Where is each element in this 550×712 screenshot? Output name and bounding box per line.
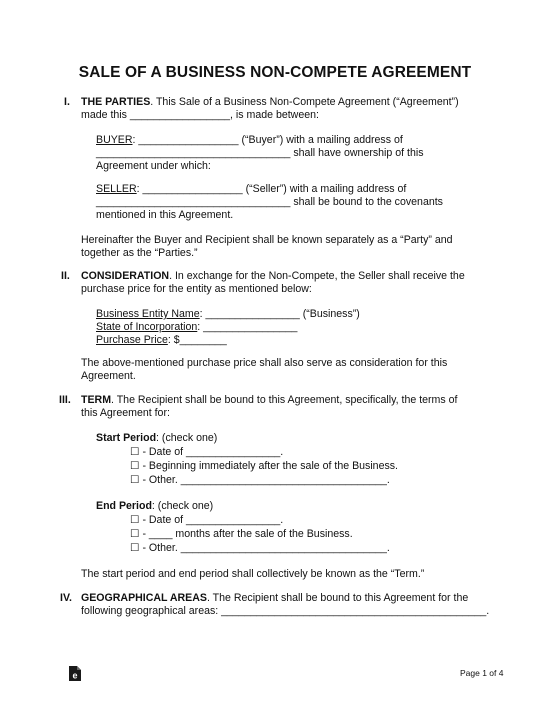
- section-3-intro: . The Recipient shall be bound to this Agreement, specifically, the terms of: [111, 394, 458, 406]
- section-3-after-line: The start period and end period shall collectively be known as the “Term.”: [81, 568, 425, 580]
- section-2-number: II.: [61, 270, 70, 282]
- buyer-label: BUYER: [96, 134, 133, 146]
- seller-label: SELLER: [96, 183, 137, 195]
- end-option-date[interactable]: ☐ - Date of ________________.: [130, 514, 284, 526]
- section-2-intro: . In exchange for the Non-Compete, the Seller shall receive the: [169, 270, 465, 282]
- business-entity-name-label: Business Entity Name: [96, 308, 200, 320]
- buyer-line-3: Agreement under which:: [96, 160, 211, 172]
- purchase-price-blank: : $________: [167, 334, 227, 346]
- business-entity-name-field: [96, 308, 360, 320]
- state-of-incorporation-blank: : ________________: [197, 321, 298, 333]
- section-4-number: IV.: [60, 592, 72, 604]
- end-option-other[interactable]: ☐ - Other. ___________________________________.: [130, 542, 390, 554]
- section-3-line-2: this Agreement for:: [81, 407, 170, 419]
- section-1-number: I.: [64, 96, 70, 108]
- section-4-line-1: [81, 592, 468, 604]
- start-period-heading: [96, 432, 217, 444]
- seller-text: : _________________ (“Seller”) with a mailing address of: [136, 183, 407, 195]
- start-period-instruction: : (check one): [156, 432, 218, 444]
- section-2-line-1: [81, 270, 465, 282]
- end-option-months[interactable]: ☐ - ____ months after the sale of the Business.: [130, 528, 353, 540]
- section-3-line-1: [81, 394, 457, 406]
- section-1-intro: . This Sale of a Business Non-Compete Agreement (“Agreement”): [150, 96, 459, 108]
- seller-line-3: mentioned in this Agreement.: [96, 209, 234, 221]
- section-4-intro: . The Recipient shall be bound to this Agreement for the: [206, 592, 469, 604]
- purchase-price-label: Purchase Price: [96, 334, 168, 346]
- section-1-heading: THE PARTIES: [81, 96, 151, 108]
- seller-line-1: [96, 183, 406, 195]
- state-of-incorporation-field: [96, 321, 297, 333]
- section-1-line-1: [81, 96, 459, 108]
- business-entity-name-blank: : ________________ (“Business”): [199, 308, 360, 320]
- section-2-line-2: purchase price for the entity as mentioned below:: [81, 283, 312, 295]
- section-3-number: III.: [59, 394, 71, 406]
- start-period-label: Start Period: [96, 432, 157, 444]
- svg-text:e: e: [72, 670, 78, 681]
- end-period-instruction: : (check one): [151, 500, 214, 512]
- state-of-incorporation-label: State of Incorporation: [96, 321, 198, 333]
- buyer-text: : _________________ (“Buyer”) with a mailing address of: [132, 134, 403, 146]
- section-4-heading: GEOGRAPHICAL AREAS: [81, 592, 207, 604]
- section-2-heading: CONSIDERATION: [81, 270, 170, 282]
- section-1-after-line-1: Hereinafter the Buyer and Recipient shall be known separately as a “Party” and: [81, 234, 453, 246]
- document-title: SALE OF A BUSINESS NON-COMPETE AGREEMENT: [78, 64, 472, 81]
- section-2-after-line-1: The above-mentioned purchase price shall also serve as consideration for this: [81, 357, 448, 369]
- buyer-line-2: _________________________________ shall have ownership of this: [96, 147, 424, 159]
- section-3-heading: TERM: [81, 394, 112, 406]
- end-period-heading: [96, 500, 213, 512]
- section-1-after-line-2: together as the “Parties.”: [81, 247, 198, 259]
- page-number: Page 1 of 4: [460, 668, 504, 678]
- start-option-immediately[interactable]: ☐ - Beginning immediately after the sale of the Business.: [130, 460, 399, 472]
- start-option-other[interactable]: ☐ - Other. ___________________________________.: [130, 474, 390, 486]
- start-option-date[interactable]: ☐ - Date of ________________.: [130, 446, 284, 458]
- end-period-label: End Period: [96, 500, 152, 512]
- section-4-line-2: following geographical areas: _____________________________________________.: [81, 605, 490, 617]
- buyer-line-1: [96, 134, 403, 146]
- section-2-after-line-2: Agreement.: [81, 370, 136, 382]
- eforms-logo-icon: [68, 665, 82, 682]
- seller-line-2: _________________________________ shall be bound to the covenants: [96, 196, 443, 208]
- purchase-price-field: [96, 334, 227, 346]
- section-1-line-2: made this _________________, is made between:: [81, 109, 319, 121]
